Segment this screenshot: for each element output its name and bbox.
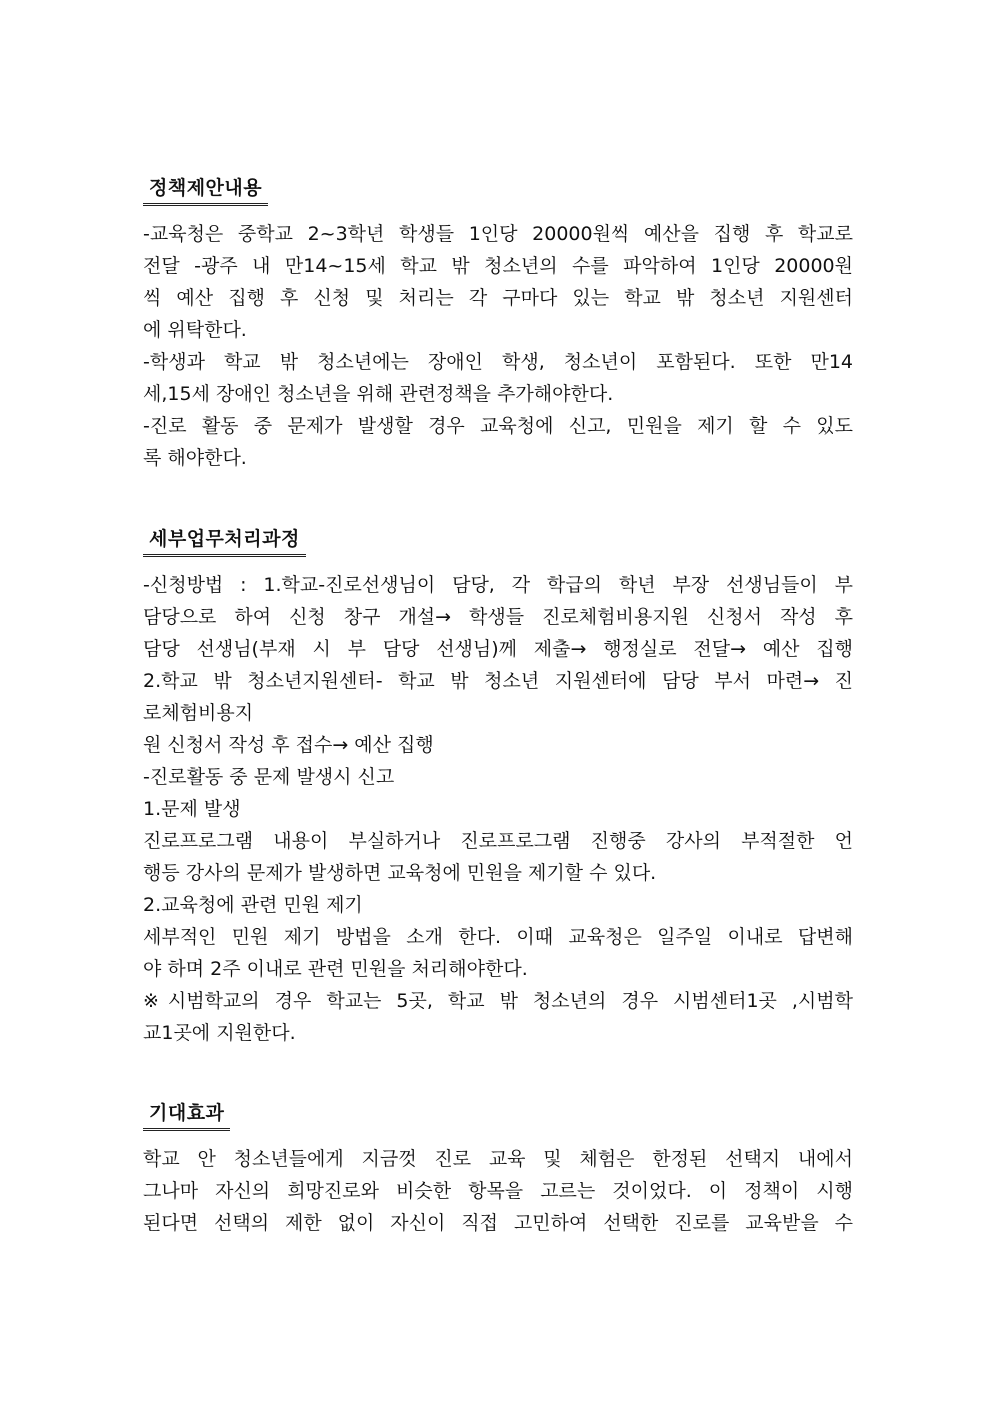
section-body: [143, 1143, 853, 1239]
paragraph-line: 록 해야한다.: [143, 447, 247, 469]
section-policy-proposal: [143, 176, 853, 474]
paragraph-line: -학생과 학교 밖 청소년에는 장애인 학생, 청소년이 포함된다. 또한 만14: [143, 351, 853, 373]
section-body: [143, 569, 853, 1049]
paragraph-line: 2.교육청에 관련 민원 제기: [143, 894, 363, 916]
paragraph-line: 교1곳에 지원한다.: [143, 1022, 296, 1044]
section-body: [143, 218, 853, 474]
paragraph-line: 세부적인 민원 제기 방법을 소개 한다. 이때 교육청은 일주일 이내로 답변해: [143, 926, 853, 948]
section-heading: 세부업무처리과정: [143, 527, 306, 557]
paragraph-line: 로체험비용지: [143, 702, 254, 724]
paragraph-line: ※시범학교의 경우 학교는 5곳, 학교 밖 청소년의 경우 시범센터1곳 ,시범학: [143, 990, 853, 1012]
paragraph-line: 그나마 자신의 희망진로와 비슷한 항목을 고르는 것이었다. 이 정책이 시행: [143, 1180, 853, 1202]
paragraph-line: -진로활동 중 문제 발생시 신고: [143, 766, 395, 788]
paragraph-line: 전달 -광주 내 만14~15세 학교 밖 청소년의 수를 파악하여 1인당 20000원: [143, 255, 853, 277]
section-heading: 기대효과: [143, 1101, 230, 1131]
paragraph-line: 진로프로그램 내용이 부실하거나 진로프로그램 진행중 강사의 부적절한 언: [143, 830, 853, 852]
paragraph-line: 1.문제 발생: [143, 798, 241, 820]
paragraph-line: 담당으로 하여 신청 창구 개설→ 학생들 진로체험비용지원 신청서 작성 후: [143, 606, 853, 628]
paragraph-line: 학교 안 청소년들에게 지금껏 진로 교육 및 체험은 한정된 선택지 내에서: [143, 1148, 853, 1170]
paragraph-line: -교육청은 중학교 2~3학년 학생들 1인당 20000원씩 예산을 집행 후 학교로: [143, 223, 853, 245]
paragraph-line: 야 하며 2주 이내로 관련 민원을 처리해야한다.: [143, 958, 528, 980]
paragraph-line: 행등 강사의 문제가 발생하면 교육청에 민원을 제기할 수 있다.: [143, 862, 657, 884]
paragraph-line: 2.학교 밖 청소년지원센터- 학교 밖 청소년 지원센터에 담당 부서 마련→ 진: [143, 670, 853, 692]
paragraph-line: -진로 활동 중 문제가 발생할 경우 교육청에 신고, 민원을 제기 할 수 있도: [143, 415, 853, 437]
paragraph-line: 담당 선생님(부재 시 부 담당 선생님)께 제출→ 행정실로 전달→ 예산 집행: [143, 638, 853, 660]
paragraph-line: 원 신청서 작성 후 접수→ 예산 집행: [143, 734, 434, 756]
paragraph-line: 된다면 선택의 제한 없이 자신이 직접 고민하여 선택한 진로를 교육받을 수: [143, 1212, 853, 1234]
paragraph-line: 에 위탁한다.: [143, 319, 247, 341]
section-detailed-process: [143, 527, 853, 1049]
paragraph-line: -신청방법 : 1.학교-진로선생님이 담당, 각 학급의 학년 부장 선생님들이 부: [143, 574, 853, 596]
paragraph-line: 씩 예산 집행 후 신청 및 처리는 각 구마다 있는 학교 밖 청소년 지원센터: [143, 287, 853, 309]
section-heading: 정책제안내용: [143, 176, 268, 206]
paragraph-line: 세,15세 장애인 청소년을 위해 관련정책을 추가해야한다.: [143, 383, 614, 405]
section-expected-effects: [143, 1101, 853, 1239]
